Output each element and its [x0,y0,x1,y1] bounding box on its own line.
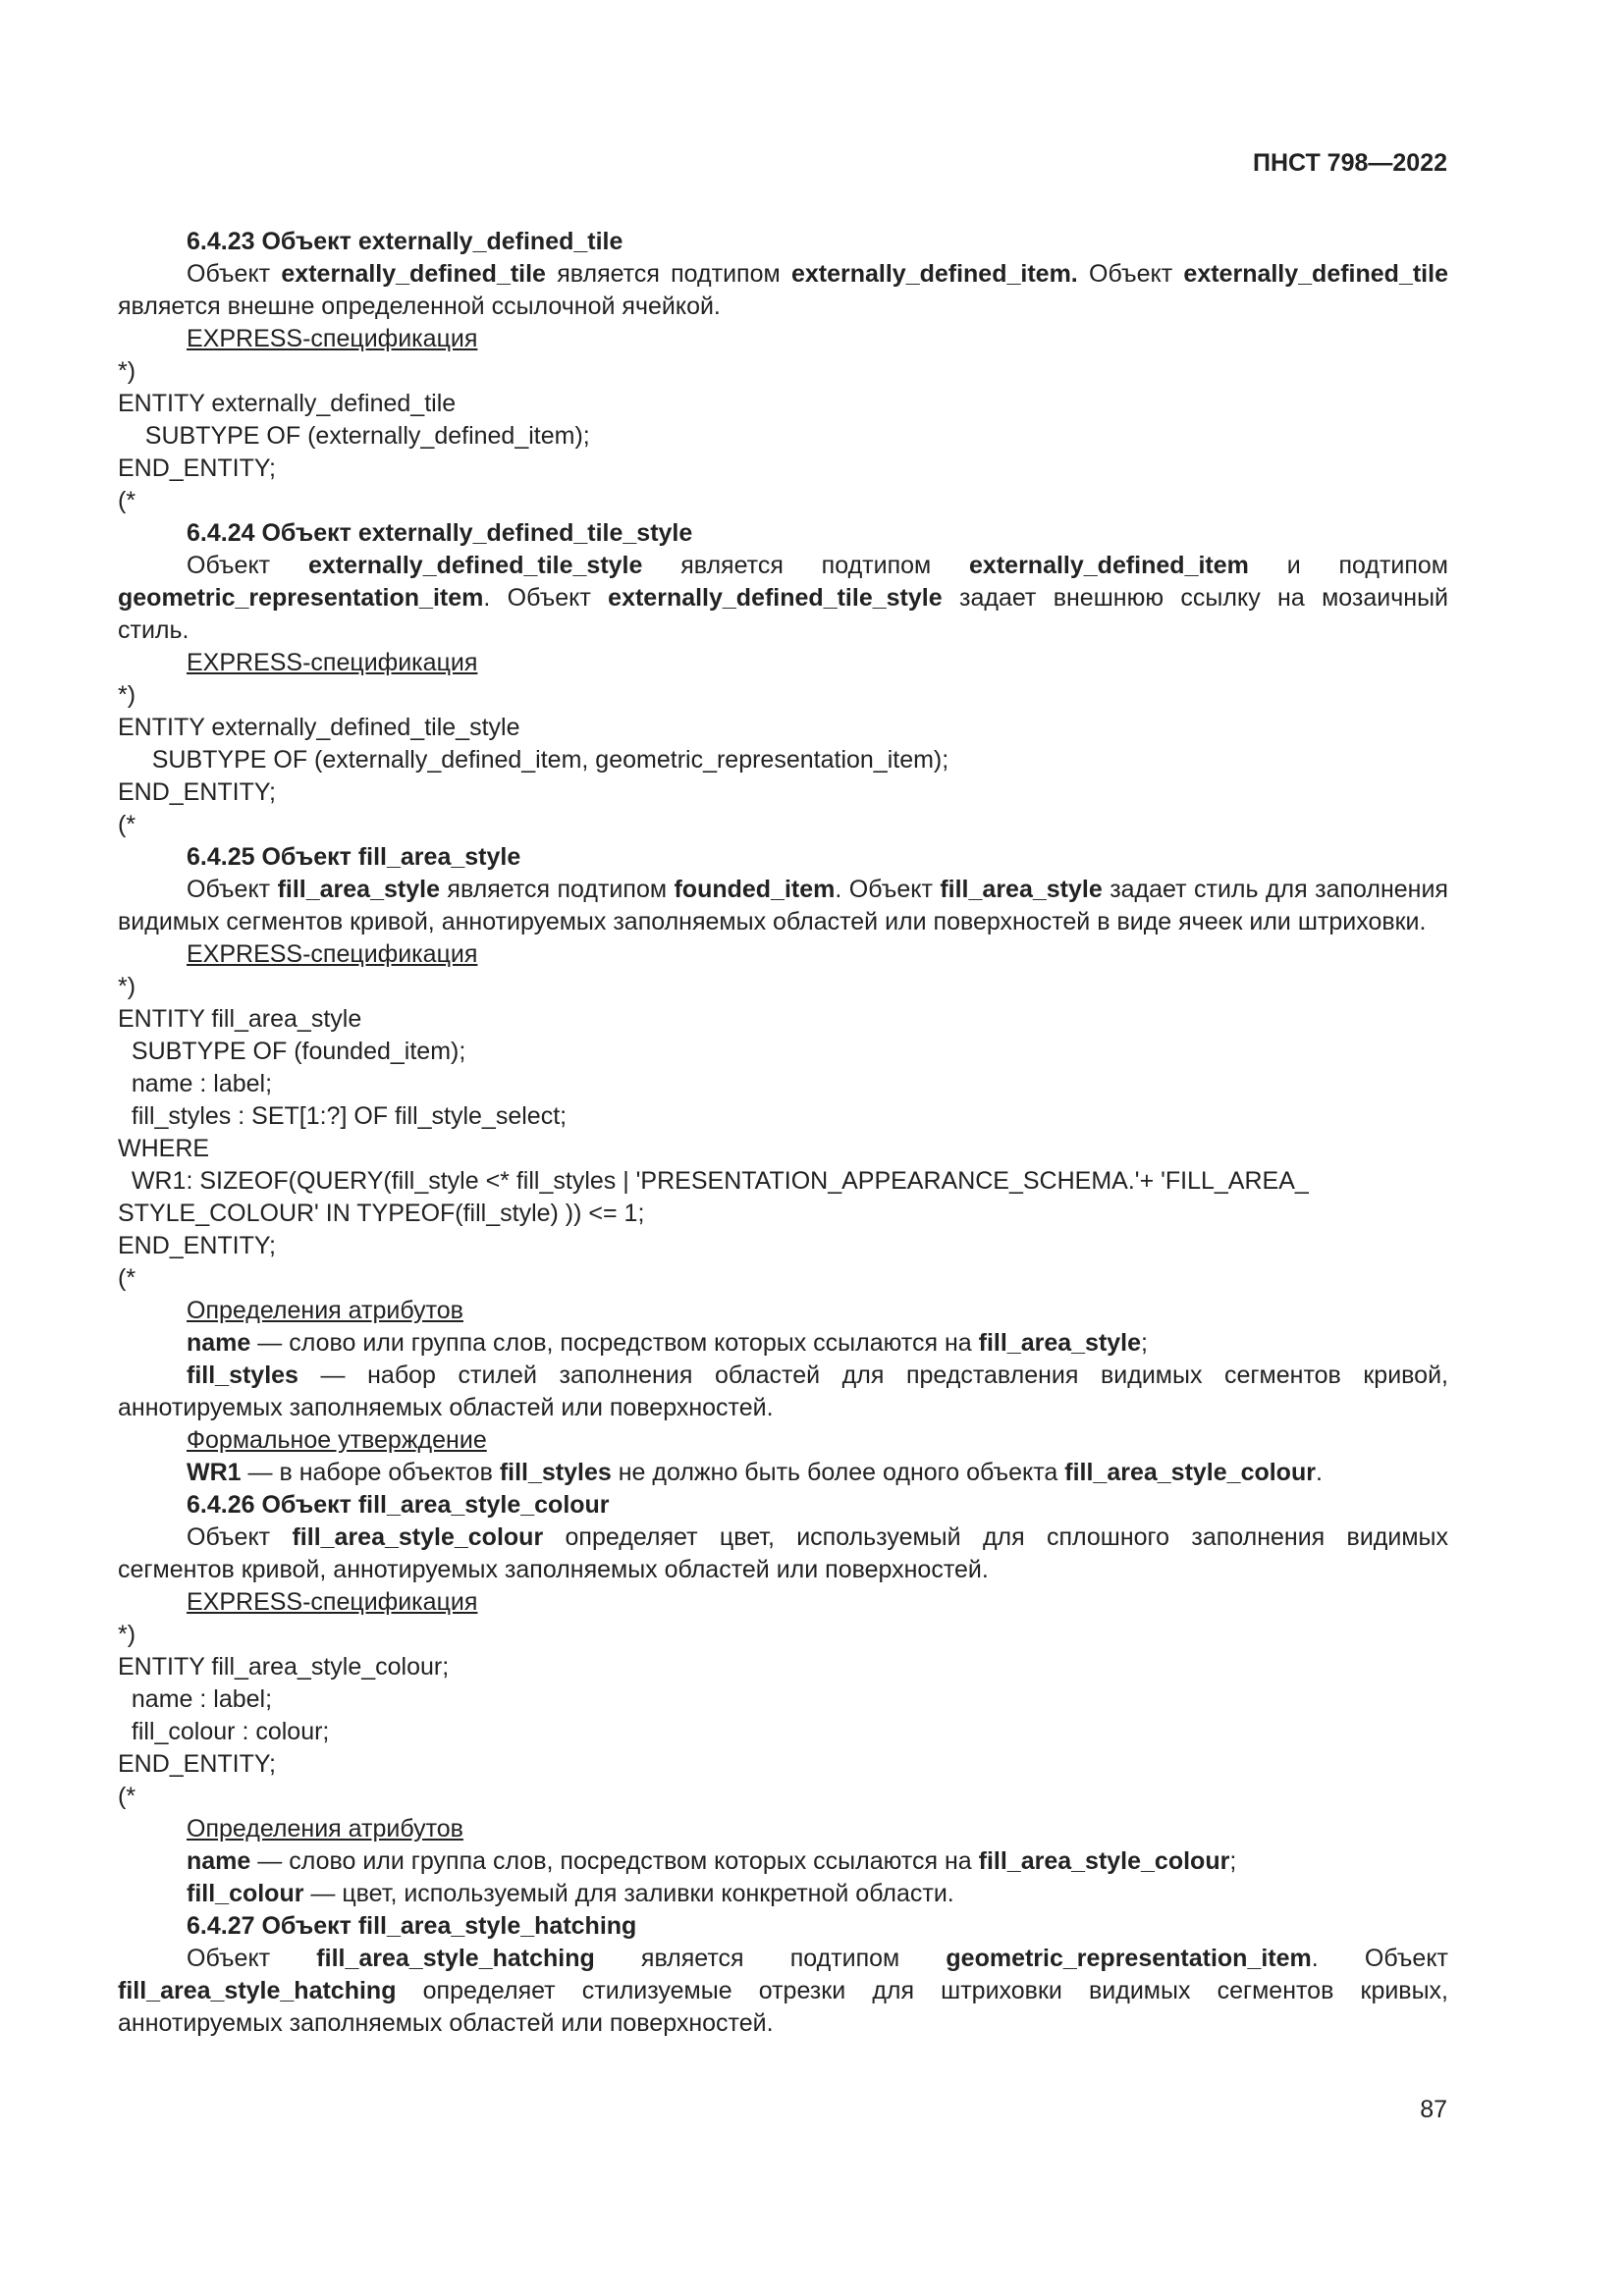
section-6-4-24-paragraph: Объект externally_defined_tile_style является подтипом externally_defined_item и подтипом geometric_representation_item. Объект externally_defined_tile_style задает внешнюю ссылку на мозаичный стиль. [118,552,1449,644]
express-code-fill-area-style: ENTITY fill_area_style SUBTYPE OF (founded_item); name : label; fill_styles : SET[1:?] OF fill_style_select; WHERE WR1: SIZEOF(QUERY(fill_style <* fill_styles | 'PRESENTATION_APPEARANCE_SCHEMA.'+ 'FILL_AREA_ STYLE_COLOUR' IN TYPEOF(fill_style) )) <= 1; [118,1005,1309,1227]
end-entity: END_ENTITY; [118,1232,276,1259]
section-heading-6-4-25: 6.4.25 Объект fill_area_style [187,843,521,871]
end-entity: END_ENTITY; [118,454,276,482]
express-code-externally-defined-tile-style: ENTITY externally_defined_tile_style SUBTYPE OF (externally_defined_item, geometric_representation_item); [118,714,949,774]
formal-statement-label: Формальное утверждение [187,1426,487,1454]
section-heading-6-4-24: 6.4.24 Объект externally_defined_tile_style [187,519,693,547]
section-6-4-23-paragraph: Объект externally_defined_tile является подтипом externally_defined_item. Объект externally_defined_tile является внешне определенной ссылочной ячейкой. [118,260,1448,320]
attribute-definitions-label: Определения атрибутов [187,1297,463,1324]
express-spec-label: EXPRESS-спецификация [187,940,478,968]
end-entity: END_ENTITY; [118,778,276,806]
page-number: 87 [1420,2096,1447,2123]
comment-open: (* [118,1783,136,1810]
attribute-definitions-label: Определения атрибутов [187,1815,463,1842]
section-heading-6-4-26: 6.4.26 Объект fill_area_style_colour [187,1491,610,1519]
express-code-fill-area-style-colour: ENTITY fill_area_style_colour; name : label; fill_colour : colour; [118,1653,450,1745]
express-spec-label: EXPRESS-спецификация [187,649,478,676]
section-6-4-27-paragraph: Объект fill_area_style_hatching является подтипом geometric_representation_item. Объект fill_area_style_hatching определяет стилизуемые отрезки для штриховки видимых сегментов кривых, аннотируемых заполняемых областей или поверхностей. [118,1945,1449,2037]
comment-open: (* [118,1264,136,1292]
attribute-fill-colour-definition: fill_colour — цвет, используемый для заливки конкретной области. [187,1880,954,1907]
comment-close: *) [118,1621,136,1648]
comment-open: (* [118,811,136,838]
end-entity: END_ENTITY; [118,1750,276,1778]
section-6-4-26-paragraph: Объект fill_area_style_colour определяет цвет, используемый для сплошного заполнения видимых сегментов кривой, аннотируемых заполняемых областей или поверхностей. [118,1523,1449,1583]
document-header: ПНСТ 798—2022 [1253,149,1447,177]
attribute-name-definition: name — слово или группа слов, посредством которых ссылаются на fill_area_style; [187,1329,1148,1357]
section-heading-6-4-27: 6.4.27 Объект fill_area_style_hatching [187,1912,637,1940]
section-6-4-25-paragraph: Объект fill_area_style является подтипом founded_item. Объект fill_area_style задает стиль для заполнения видимых сегментов кривой, аннотируемых заполняемых областей или поверхностей в виде ячеек или штриховки. [118,876,1448,935]
document-body [118,226,1448,2040]
express-code-externally-defined-tile: ENTITY externally_defined_tile SUBTYPE OF (externally_defined_item); [118,390,590,450]
comment-open: (* [118,487,136,514]
comment-close: *) [118,973,136,1000]
section-heading-6-4-23: 6.4.23 Объект externally_defined_tile [187,228,623,255]
formal-rule-wr1: WR1 — в наборе объектов fill_styles не должно быть более одного объекта fill_area_style_colour. [187,1459,1323,1486]
comment-close: *) [118,681,136,709]
attribute-fill-styles-definition: fill_styles — набор стилей заполнения областей для представления видимых сегментов кривой, аннотируемых заполняемых областей или поверхностей. [118,1362,1448,1421]
express-spec-label: EXPRESS-спецификация [187,325,478,352]
express-spec-label: EXPRESS-спецификация [187,1588,478,1616]
attribute-name-definition: name — слово или группа слов, посредством которых ссылаются на fill_area_style_colour; [187,1847,1237,1875]
comment-close: *) [118,357,136,385]
